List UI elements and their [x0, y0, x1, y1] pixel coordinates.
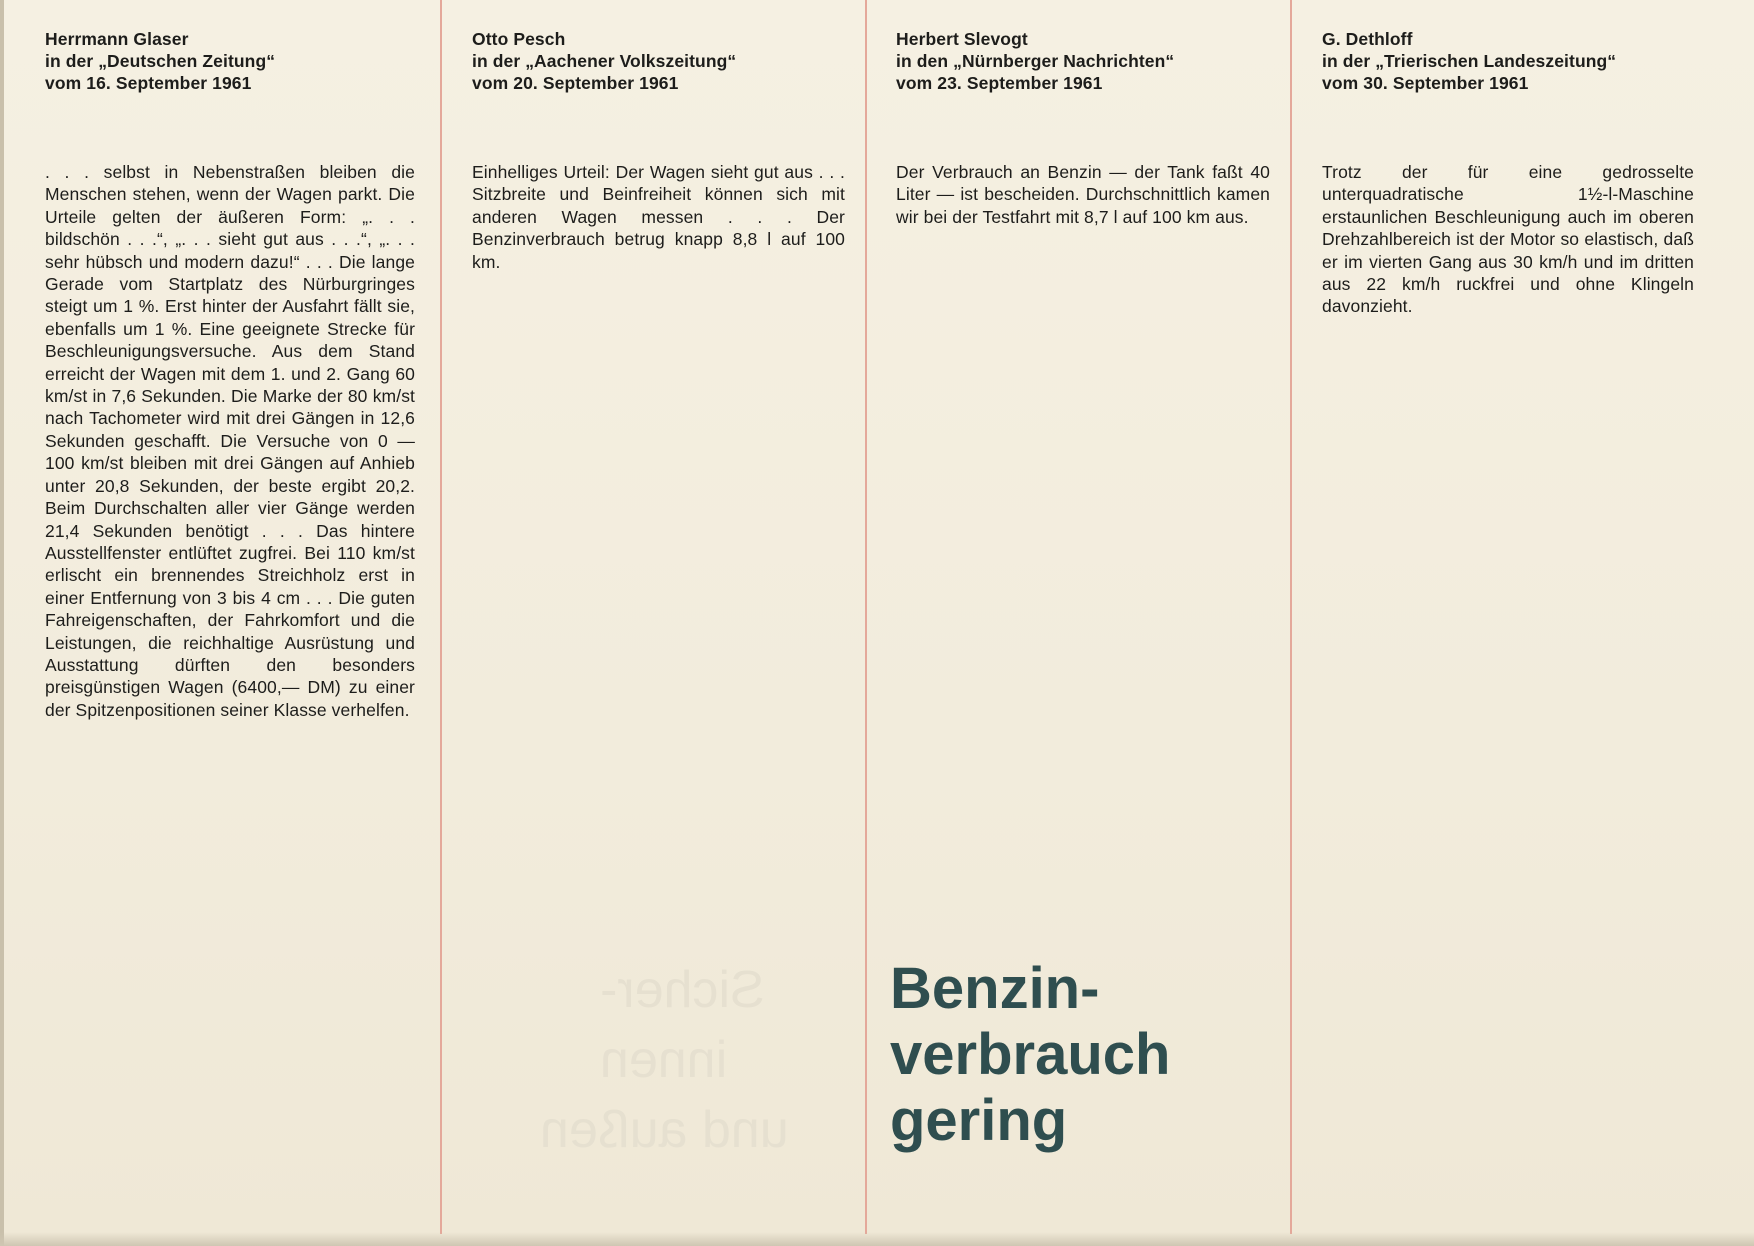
- publication-name: in der „Aachener Volkszeitung“: [472, 51, 737, 71]
- publication-date: vom 30. September 1961: [1322, 73, 1529, 93]
- publication-date: vom 23. September 1961: [896, 73, 1103, 93]
- review-text: Der Verbrauch an Benzin — der Tank faßt 40 Liter — ist bescheiden. Durchschnittlich kamen wir bei der Testfahrt mit 8,7 l auf 100 km aus.: [896, 162, 1270, 227]
- headline-line: verbrauch: [890, 1022, 1171, 1087]
- headline-line: gering: [890, 1088, 1068, 1153]
- review-column-dethloff: [1322, 28, 1694, 328]
- section-headline: [890, 956, 1170, 1154]
- fold-line: [865, 0, 867, 1234]
- review-header: [472, 28, 845, 94]
- page-bottom-edge: [0, 1232, 1754, 1246]
- publication-date: vom 16. September 1961: [45, 73, 252, 93]
- fold-line: [440, 0, 442, 1234]
- review-text: . . . selbst in Nebenstraßen bleiben die Menschen stehen, wenn der Wagen parkt. Die Urteile gelten der äußeren Form: „. . . bildschön . . .“, „. . . sieht gut aus . . .“, „. . . sehr hübsch und modern dazu!“ . . . Die lange Gerade vom Startplatz des Nürburgringes steigt um 1 %. Erst hinter der Ausfahrt fällt sie, ebenfalls um 1 %. Eine geeignete Strecke für Beschleunigungsversuche. Aus dem Stand erreicht der Wagen mit dem 1. und 2. Gang 60 km/st in 7,6 Sekunden. Die Marke der 80 km/st nach Tachometer wird mit drei Gängen in 12,6 Sekunden geschafft. Die Versuche von 0 — 100 km/st bleiben mit drei Gängen auf Anhieb unter 20,8 Sekunden, der beste ergibt 20,2. Beim Durchschalten aller vier Gänge werden 21,4 Sekunden benötigt . . . Das hintere Ausstellfenster entlüftet zugfrei. Bei 110 km/st erlischt ein brennendes Streichholz erst in einer Entfernung von 3 bis 4 cm . . . Die guten Fahreigenschaften, der Fahrkomfort und die Leistungen, die reichhaltige Ausrüstung und Ausstattung dürften den besonders preisgünstigen Wagen (6400,— DM) zu einer der Spitzenpositionen seiner Klasse verhelfen.: [45, 162, 415, 720]
- review-text: Einhelliges Urteil: Der Wagen sieht gut aus . . . Sitzbreite und Beinfreiheit können sich mit anderen Wagen messen . . . Der Benzinverbrauch betrug knapp 8,8 l auf 100 km.: [472, 162, 845, 272]
- publication-name: in der „Deutschen Zeitung“: [45, 51, 276, 71]
- review-header: [45, 28, 415, 94]
- publication-name: in der „Trierischen Landeszeitung“: [1322, 51, 1617, 71]
- review-header: [896, 28, 1270, 94]
- review-text: Trotz der für eine gedrosselte unterquadratische 1½-l-Maschine erstaunlichen Beschleunigung auch im oberen Drehzahlbereich ist der Motor so elastisch, daß er im vierten Gang aus 30 km/h und im dritten aus 22 km/h ruckfrei und ohne Klingeln davonzieht.: [1322, 162, 1694, 317]
- review-header: [1322, 28, 1694, 94]
- show-through-text: Sicher-: [600, 961, 765, 1019]
- author-name: Otto Pesch: [472, 29, 566, 49]
- review-column-glaser: [45, 28, 415, 788]
- show-through-text: innen: [600, 1031, 728, 1089]
- page-left-edge: [0, 0, 4, 1246]
- publication-date: vom 20. September 1961: [472, 73, 679, 93]
- fold-line: [1290, 0, 1292, 1234]
- author-name: Herbert Slevogt: [896, 29, 1028, 49]
- show-through-text: und außen: [540, 1101, 789, 1159]
- review-column-slevogt: [896, 28, 1270, 328]
- author-name: G. Dethloff: [1322, 29, 1413, 49]
- headline-line: Benzin-: [890, 956, 1100, 1021]
- publication-name: in den „Nürnberger Nachrichten“: [896, 51, 1175, 71]
- author-name: Herrmann Glaser: [45, 29, 189, 49]
- review-column-pesch: [472, 28, 845, 328]
